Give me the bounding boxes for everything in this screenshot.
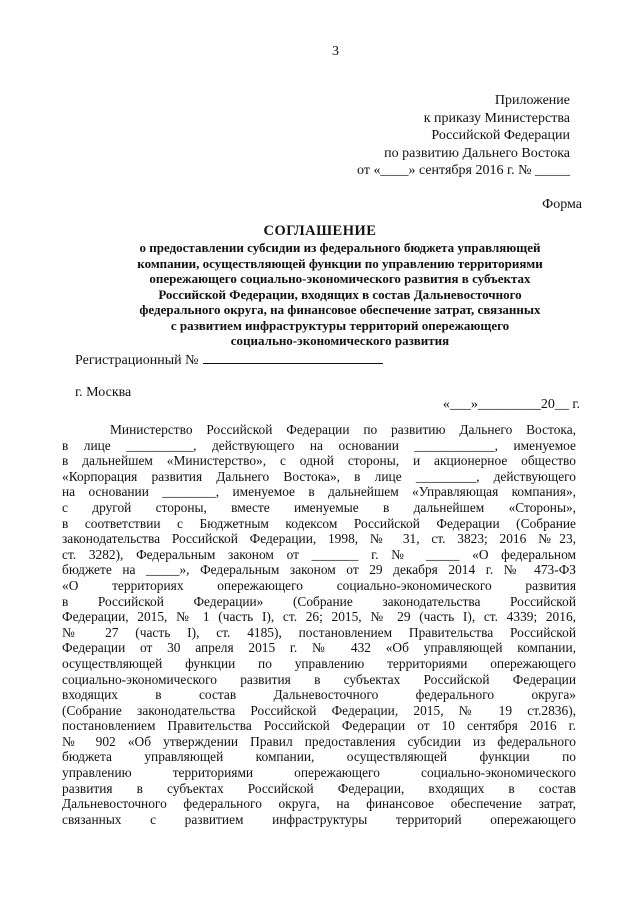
- agreement-subject: [95, 240, 585, 349]
- appendix-line: от «____» сентября 2016 г. № _____: [357, 163, 570, 178]
- form-label: Форма: [542, 197, 582, 212]
- registration-number: [75, 350, 383, 369]
- subject-line: социально-экономического развития: [230, 333, 450, 348]
- subject-line: с развитием инфраструктуры территорий опережающего: [170, 317, 510, 333]
- body-line: «О территориях опережающего социально-экономического развития: [62, 577, 576, 593]
- page-number: 3: [332, 44, 339, 59]
- body-line: в Российской Федерации» (Собрание законодательства Российской: [62, 593, 576, 609]
- body-line: бюджета управляющей компании, осуществляющей функции по: [62, 749, 576, 765]
- subject-line: федерального округа, на финансовое обеспечение затрат, связанных: [139, 302, 541, 317]
- body-line: входящих в состав Дальневосточного федерального округа»: [62, 687, 576, 703]
- body-line: управлению территориями опережающего социально-экономического: [62, 765, 576, 781]
- appendix-line: Российской Федерации: [431, 128, 570, 143]
- body-line: в соответствии с Бюджетным кодексом Российской Федерации (Собрание: [62, 515, 576, 531]
- body-line: на основании ________, именуемое в дальнейшем «Управляющая компания»,: [62, 484, 576, 500]
- body-line: № 902 «Об утверждении Правил предоставления субсидии из федерального: [62, 733, 576, 749]
- body-line: осуществляющей функции по управлению территориями опережающего: [62, 655, 576, 671]
- body-line: связанных с развитием инфраструктуры территорий опережающего: [62, 811, 576, 827]
- body-line: постановлением Правительства Российской Федерации от 10 сентября 2016 г.: [62, 718, 576, 734]
- body-line: законодательства Российской Федерации, 1998, № 31, ст. 3823; 2016 №23,: [62, 531, 576, 547]
- appendix-header: [357, 92, 570, 180]
- registration-label: Регистрационный №: [75, 353, 199, 368]
- body-line: бюджете на _____», Федеральным законом от 29 декабря 2014 г. № 473-ФЗ: [62, 562, 576, 578]
- subject-line: компании, осуществляющей функции по управлению территориями: [137, 255, 543, 271]
- agreement-body: [62, 422, 576, 827]
- body-line: № 27 (часть I), ст. 4185), постановлением Правительства Российской: [62, 624, 576, 640]
- body-line: с другой стороны, вместе именуемые в дальнейшем «Стороны»,: [62, 499, 576, 515]
- body-line: в лице __________, действующего на основании ____________, именуемое: [62, 437, 576, 453]
- body-line: Федерации, 2015, № 1 (часть I), ст. 26; 2015, № 29 (часть I), ст. 4339; 2016,: [62, 609, 576, 625]
- subject-line: опережающего социально-экономического развития в субъектах: [149, 271, 531, 286]
- document-title: СОГЛАШЕНИЕ: [263, 223, 377, 239]
- subject-line: Российской Федерации, входящих в состав Дальневосточного: [158, 286, 522, 302]
- registration-blank: [203, 350, 383, 364]
- body-line: «Корпорация развития Дальнего Востока», в лице _________, действующего: [62, 468, 576, 484]
- body-line: в дальнейшем «Министерство», с одной стороны, и акционерное общество: [62, 453, 576, 469]
- body-line: ст. 3282), Федеральным законом от _______ г. № _____ «О федеральном: [62, 546, 576, 562]
- city: г. Москва: [75, 385, 132, 400]
- date-field: «___»_________20__ г.: [442, 397, 580, 412]
- appendix-line: по развитию Дальнего Востока: [384, 145, 570, 161]
- appendix-line: к приказу Министерства: [423, 110, 570, 126]
- body-line: Федерации от 30 апреля 2015 г. № 432 «Об управляющей компании,: [62, 640, 576, 656]
- appendix-line: Приложение: [494, 93, 570, 108]
- body-line: Дальневосточного федерального округа, на финансовое обеспечение затрат,: [62, 796, 576, 812]
- body-line: развития в субъектах Российской Федерации, входящих в состав: [62, 780, 576, 796]
- body-line: (Собрание законодательства Российской Федерации, 2015, № 19 ст.2836),: [62, 702, 576, 718]
- subject-line: о предоставлении субсидии из федерального бюджета управляющей: [139, 240, 541, 255]
- body-line: Министерство Российской Федерации по развитию Дальнего Востока,: [110, 422, 576, 437]
- body-line: социально-экономического развития в субъектах Российской Федерации: [62, 671, 576, 687]
